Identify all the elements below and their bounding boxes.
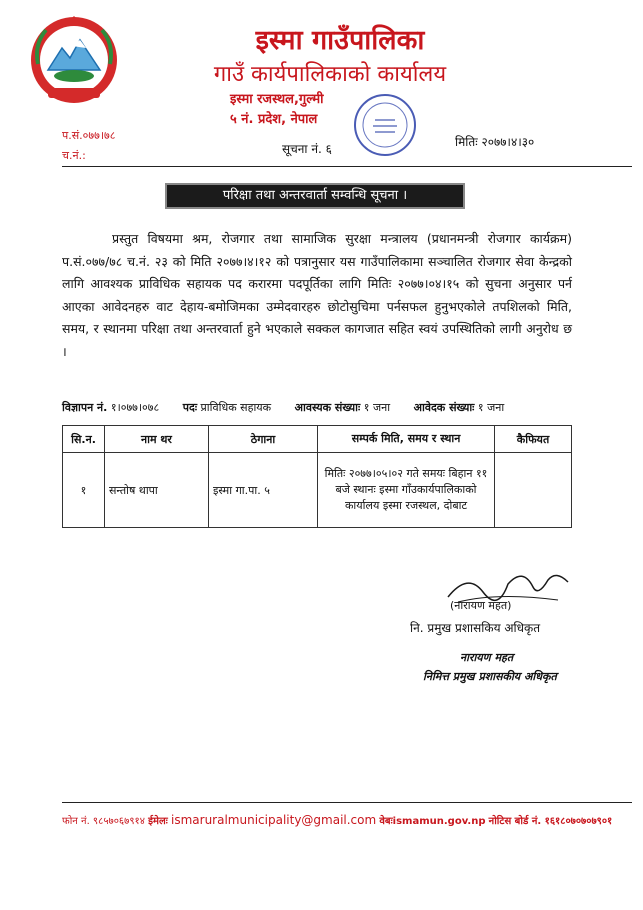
office-name: गाउँ कार्यपालिकाको कार्यालय	[213, 62, 447, 87]
table-row	[63, 453, 572, 528]
dispatch-number: च.नं.:	[62, 149, 86, 162]
required-value: १ जना	[363, 401, 391, 414]
notice-body: प्रस्तुत विषयमा श्रम, रोजगार तथा सामाजिक सुरक्षा मन्त्रालय (प्रधानमन्त्री रोजगार कार्यक्रम) प.सं.०७७/७८ च.नं. २३ को मिति २०७७।४।१२ को पत्रानुसार यस गाउँपालिकामा सञ्चालित रोजगार सेवा केन्द्रको लागि आवश्यक प्राविधिक सहायक पद करारमा पदपूर्तिका लागि मितिः २०७७।०४।१५ को सुचना अनुसार पर्न आएका आवेदनहरु वाट देहाय-बमोजिमका उम्मेदवारहरु छोटोसुचिमा पर्नसफल हुनुभएकोले तपशिलको मिति, समय, र स्थानमा परिक्षा तथा अन्तरवार्ता हुने भएकाले सक्कल कागजात सहित स्वयं उपस्थितिको लागी अनुरोध छ ।	[62, 231, 572, 359]
required-label: आवस्यक संख्याः	[294, 401, 361, 414]
cell-sn: १	[63, 453, 105, 528]
stamp-name: नारायण महत	[460, 651, 514, 664]
vacancy-details	[62, 400, 572, 415]
applicants-value: १ जना	[477, 401, 505, 414]
post-value: प्राविधिक सहायक	[200, 401, 272, 414]
cell-address: इस्मा गा.पा. ५	[209, 453, 318, 528]
footer-email-label: ईमेलः	[148, 816, 168, 827]
cell-name: सन्तोष थापा	[105, 453, 209, 528]
footer-contact	[62, 813, 632, 827]
header-divider	[62, 166, 632, 167]
office-address: इस्मा रजस्थल,गुल्मी	[230, 92, 324, 107]
col-sn: सि.न.	[63, 426, 105, 453]
ad-label: विज्ञापन नं.	[62, 401, 108, 414]
ad-value: १।०७७।०७८	[110, 401, 160, 414]
col-address: ठेगाना	[209, 426, 318, 453]
footer-website[interactable]: वेबःismamun.gov.np	[379, 816, 486, 827]
candidate-table	[62, 425, 572, 528]
reference-number: प.सं.०७७।७८	[62, 129, 116, 142]
col-schedule: सम्पर्क मिति, समय र स्थान	[318, 426, 495, 453]
signatory-name: (नारायण महत)	[450, 599, 512, 612]
table-header-row	[63, 426, 572, 453]
col-name: नाम थर	[105, 426, 209, 453]
office-seal-stamp	[345, 90, 425, 160]
footer-email[interactable]: ismaruralmunicipality@gmail.com	[171, 813, 377, 827]
cell-remarks	[495, 453, 572, 528]
footer-notice-board: नोटिस बोर्ड नं. १६१८०७०७०७९०१	[488, 816, 613, 827]
notice-title-banner: परिक्षा तथा अन्तरवार्ता सम्वन्धि सूचना ।	[165, 183, 465, 209]
footer-phone: फोन नं. ९८५७०६७९१४	[62, 816, 145, 827]
footer-divider	[62, 802, 632, 803]
notice-date: मितिः २०७७।४।३०	[455, 135, 535, 149]
signatory-designation: नि. प्रमुख प्रशासकिय अधिकृत	[410, 621, 541, 635]
cell-schedule: मितिः २०७७।०५।०२ गते समयः बिहान ११ बजे स्थानः इस्मा गाँउकार्यपालिकाको कार्यालय इस्मा रजस्थल, दोबाट	[318, 453, 495, 528]
office-province: ५ नं. प्रदेश, नेपाल	[230, 112, 318, 127]
applicants-label: आवेदक संख्याः	[413, 401, 475, 414]
post-label: पदः	[182, 401, 198, 414]
col-remarks: कैफियत	[495, 426, 572, 453]
notice-number: सूचना नं. ६	[282, 142, 332, 156]
municipality-name: इस्मा गाउँपालिका	[255, 25, 425, 56]
stamp-title: निमित्त प्रमुख प्रशासकीय अधिकृत	[423, 670, 557, 683]
government-emblem	[28, 14, 120, 106]
